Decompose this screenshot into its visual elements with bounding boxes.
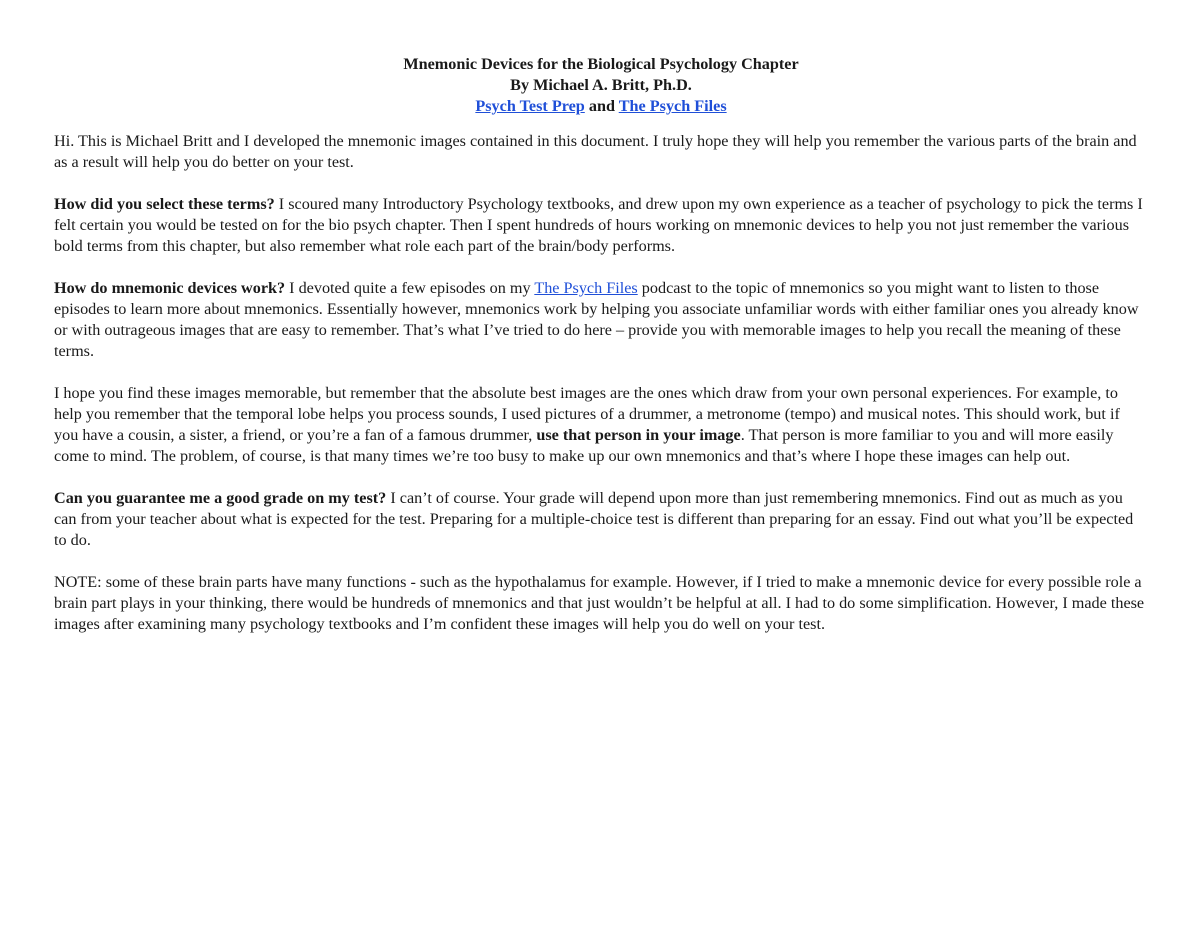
personal-images-bold: use that person in your image — [536, 426, 741, 444]
psych-test-prep-link[interactable]: Psych Test Prep — [475, 97, 585, 115]
psych-files-inline-link[interactable]: The Psych Files — [534, 279, 638, 297]
mnemonic-work-question: How do mnemonic devices work? — [54, 279, 286, 297]
personal-images-text-before: I hope you find these images memorable, but remember that the absolute best images are the ones which draw from your own personal experiences. For example, to help you remember that the temporal lobe helps you process sounds, I used pictures of a drummer, a metronome (tempo) and musical notes. This should work, but if you have a cousin, a sister, a friend, or you’re a fan of a famous drummer, — [54, 384, 1120, 444]
mnemonic-work-answer-before: I devoted quite a few episodes on my — [285, 279, 535, 297]
guarantee-paragraph — [54, 488, 1148, 551]
select-terms-answer: I scoured many Introductory Psychology textbooks, and drew upon my own experience as a teacher of psychology to pick the terms I felt certain you would be tested on for the bio psych chapter. Then I spent hundreds of hours working on mnemonic devices to help you not just remember the various bold terms from this chapter, but also remember what role each part of the brain/body performs. — [54, 195, 1143, 255]
select-terms-question: How did you select these terms? — [54, 195, 275, 213]
and-text: and — [588, 97, 615, 115]
guarantee-answer: I can’t of course. Your grade will depend upon more than just remembering mnemonics. Find out as much as you can from your teacher about what is expected for the test. Preparing for a multiple-choice test is different than preparing for an essay. Find out what you’ll be expected to do. — [54, 489, 1134, 549]
psych-files-header-link[interactable]: The Psych Files — [618, 97, 727, 115]
select-terms-paragraph — [54, 194, 1148, 257]
note-paragraph: NOTE: some of these brain parts have many functions - such as the hypothalamus for example. However, if I tried to make a mnemonic device for every possible role a brain part plays in your thinking, there would be hundreds of mnemonics and that just wouldn’t be helpful at all. I had to do some simplification. However, I made these images after examining many psychology textbooks and I’m confident these images will help you do well on your test. — [54, 573, 1145, 633]
header-links-line — [54, 96, 1148, 117]
intro-paragraph: Hi. This is Michael Britt and I developed the mnemonic images contained in this document. I truly hope they will help you remember the various parts of the brain and as a result will help you do better on your test. — [54, 132, 1137, 171]
mnemonic-work-answer-after: podcast to the topic of mnemonics so you might want to listen to those episodes to learn more about mnemonics. Essentially however, mnemonics work by helping you associate unfamiliar words with either familiar ones you already know or with outrageous images that are easy to remember. That’s what I’ve tried to do here – provide you with memorable images to help you recall the meaning of these terms. — [54, 279, 1139, 360]
mnemonic-work-paragraph — [54, 278, 1148, 362]
guarantee-question: Can you guarantee me a good grade on my test? — [54, 489, 387, 507]
document-header — [54, 54, 1148, 117]
document-byline: By Michael A. Britt, Ph.D. — [510, 76, 692, 94]
personal-images-text-after: . That person is more familiar to you and will more easily come to mind. The problem, of course, is that many times we’re too busy to make up our own mnemonics and that’s where I hope these images can help out. — [54, 426, 1114, 465]
document-page — [54, 54, 1148, 656]
personal-images-paragraph — [54, 383, 1148, 467]
document-title: Mnemonic Devices for the Biological Psychology Chapter — [403, 55, 799, 73]
